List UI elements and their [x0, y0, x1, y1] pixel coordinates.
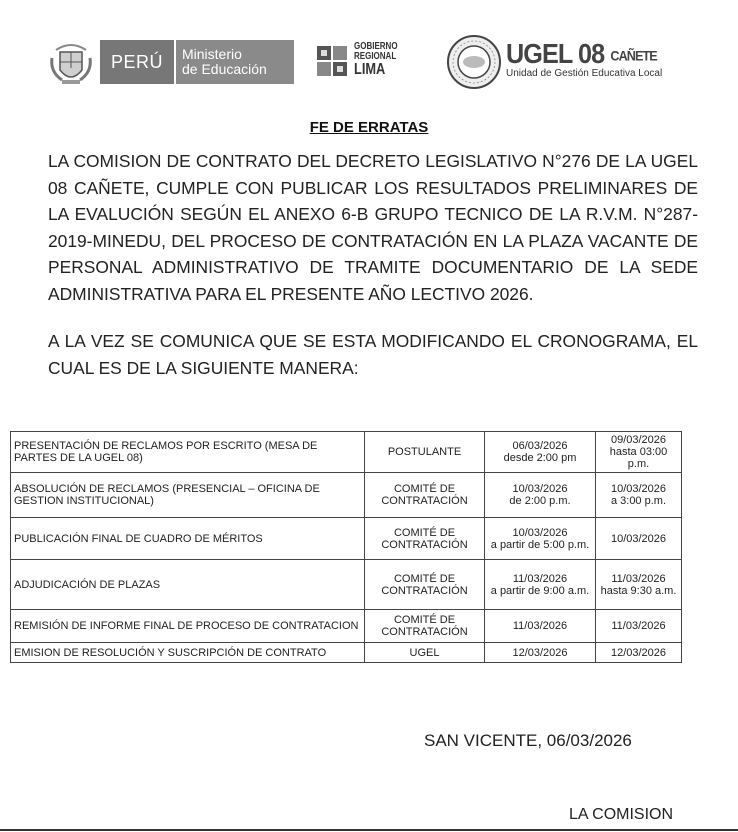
table-row — [11, 432, 682, 473]
announcement-paragraph: LA COMISION DE CONTRATO DEL DECRETO LEGISLATIVO N°276 DE LA UGEL 08 CAÑETE, CUMPLE CON PUBLICAR LOS RESULTADOS PRELIMINARES DE LA EVALUCIÓN SEGÚN EL ANEXO 6-B GRUPO TECNICO DE LA R.V.M. N°287-2019-MINEDU, DEL PROCESO DE CONTRATACIÓN EN LA PLAZA VACANTE DE PERSONAL ADMINISTRATIVO DE TRAMITE DOCUMENTARIO DE LA SEDE ADMINISTRATIVA PARA EL PRESENTE AÑO LECTIVO 2026. — [48, 151, 698, 304]
end-date: 10/03/2026 — [610, 532, 667, 545]
regional-government-logo — [316, 40, 426, 84]
ugel-subtitle: Unidad de Gestión Educativa Local — [506, 68, 663, 79]
end-date-cell — [596, 518, 682, 560]
end-date-cell — [596, 610, 682, 643]
activity-cell: PUBLICACIÓN FINAL DE CUADRO DE MÉRITOS — [11, 518, 365, 560]
end-date: 12/03/2026 — [610, 646, 667, 659]
schedule-intro-paragraph: A LA VEZ SE COMUNICA QUE SE ESTA MODIFICANDO EL CRONOGRAMA, EL CUAL ES DE LA SIGUIENTE MANERA: — [48, 331, 698, 378]
start-date-cell — [485, 518, 596, 560]
start-note: desde 2:00 pm — [503, 452, 577, 464]
ugel-wordmark — [506, 38, 674, 79]
end-note: hasta 9:30 a.m. — [600, 584, 677, 597]
ministry-line2: de Educación — [182, 61, 267, 77]
end-date: 11/03/2026 — [611, 572, 666, 585]
start-date-cell — [485, 643, 596, 663]
end-date: 11/03/2026 — [611, 620, 666, 632]
peru-label: PERÚ — [110, 51, 163, 72]
ugel-city: CAÑETE — [610, 47, 657, 64]
ugel-name — [506, 38, 657, 70]
start-date-cell — [485, 473, 596, 518]
responsible-cell: COMITÉ DE CONTRATACIÓN — [365, 560, 485, 610]
end-note: a 3:00 p.m. — [610, 495, 667, 507]
start-note: a partir de 5:00 p.m. — [490, 538, 590, 551]
page-bottom-rule — [0, 829, 738, 831]
schedule-table — [10, 431, 682, 663]
table-row — [11, 518, 682, 560]
end-date-cell — [596, 473, 682, 518]
start-date: 06/03/2026 — [512, 440, 568, 452]
end-date-cell — [596, 643, 682, 663]
start-date: 10/03/2026 — [512, 526, 568, 539]
table-row — [11, 473, 682, 518]
start-date-cell — [485, 432, 596, 473]
activity-cell: ABSOLUCIÓN DE RECLAMOS (PRESENCIAL – OFICINA DE GESTION INSTITUCIONAL) — [11, 473, 365, 518]
activity-cell: REMISIÓN DE INFORME FINAL DE PROCESO DE CONTRATACION — [11, 610, 365, 643]
responsible-cell: COMITÉ DE CONTRATACIÓN — [365, 473, 485, 518]
end-date-cell — [596, 432, 682, 473]
ministry-brand-box — [176, 40, 294, 84]
responsible-cell: COMITÉ DE CONTRATACIÓN — [365, 610, 485, 643]
table-row — [11, 643, 682, 663]
gore-line1: GOBIERNO — [354, 41, 398, 52]
activity-cell: EMISION DE RESOLUCIÓN Y SUSCRIPCIÓN DE CONTRATO — [11, 643, 365, 663]
peru-brand-box — [100, 40, 174, 84]
responsible-cell: COMITÉ DE CONTRATACIÓN — [365, 518, 485, 560]
responsible-cell: UGEL — [365, 643, 485, 663]
ugel-name-text: UGEL 08 — [506, 38, 605, 69]
end-date-cell — [596, 560, 682, 610]
table-row — [11, 610, 682, 643]
regional-government-icon — [316, 44, 350, 78]
document-title: FE DE ERRATAS — [309, 119, 429, 136]
end-date: 10/03/2026 — [610, 483, 667, 495]
start-note: a partir de 9:00 a.m. — [490, 584, 590, 597]
regional-government-text — [354, 42, 398, 78]
signature-place-date: SAN VICENTE, 06/03/2026 — [424, 731, 632, 750]
start-date: 12/03/2026 — [512, 646, 568, 659]
ugel-seal-icon — [446, 34, 502, 90]
end-date: 09/03/2026 — [610, 434, 667, 446]
start-date: 11/03/2026 — [512, 620, 568, 632]
activity-cell: PRESENTACIÓN DE RECLAMOS POR ESCRITO (MESA DE PARTES DE LA UGEL 08) — [11, 432, 365, 473]
start-date-cell — [485, 610, 596, 643]
table-row — [11, 560, 682, 610]
gore-line3: LIMA — [354, 61, 386, 78]
header-logos — [48, 34, 688, 94]
responsible-cell: POSTULANTE — [365, 432, 485, 473]
ministry-line1: Ministerio — [182, 46, 242, 62]
start-date: 11/03/2026 — [512, 572, 568, 585]
activity-cell: ADJUDICACIÓN DE PLAZAS — [11, 560, 365, 610]
start-note: de 2:00 p.m. — [509, 495, 571, 507]
peru-coat-of-arms-icon — [48, 38, 94, 88]
gore-line2: REGIONAL — [354, 51, 397, 62]
start-date-cell — [485, 560, 596, 610]
end-note: hasta 03:00 p.m. — [609, 446, 668, 470]
start-date: 10/03/2026 — [512, 483, 568, 495]
signature-signer: LA COMISION — [569, 806, 674, 823]
